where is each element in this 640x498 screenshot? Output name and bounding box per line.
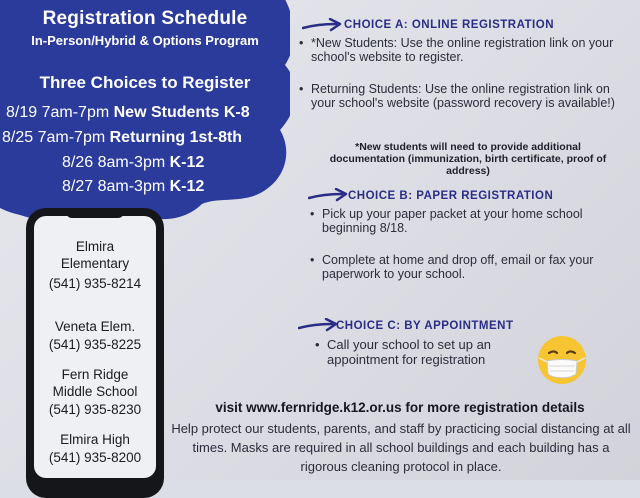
schedule-row [2, 129, 242, 147]
choice-c-heading: CHOICE C: BY APPOINTMENT [336, 320, 514, 332]
phone-notch [66, 210, 124, 218]
school-contact [34, 366, 156, 418]
program-subtitle: In-Person/Hybrid & Options Program [31, 33, 259, 48]
choice-b-bullet: • Complete at home and drop off, email or fax your paperwork to your school. [322, 253, 612, 281]
choice-a-bullet: • *New Students: Use the online registration link on your school's website to register. [311, 36, 631, 64]
new-student-note: *New students will need to provide additional documentation (immunization, birth certificate, proof of address) [329, 141, 607, 177]
schedule-date: 8/25 7am-7pm [2, 129, 106, 146]
schedule-date: 8/19 7am-7pm [6, 104, 110, 121]
choice-b-bullet: • Pick up your paper packet at your home school beginning 8/18. [322, 207, 612, 235]
choice-c-bullet: • Call your school to set up an appointment for registration [327, 337, 507, 367]
school-phone: (541) 935-8230 [48, 402, 142, 417]
schedule-row [62, 154, 204, 172]
school-contact [34, 431, 156, 466]
arrow-right-icon [302, 18, 342, 32]
schedule-group: Returning 1st-8th [109, 129, 243, 146]
school-contact [34, 238, 156, 292]
schedule-group: K-12 [169, 178, 205, 195]
choice-a-heading: CHOICE A: ONLINE REGISTRATION [344, 19, 554, 31]
school-name: Elmira High [60, 432, 130, 447]
school-name: Fern Ridge Middle School [52, 367, 138, 399]
schedule-date: 8/26 8am-3pm [62, 154, 166, 171]
schedule-group: K-12 [169, 154, 205, 171]
arrow-right-icon [308, 188, 348, 202]
school-name: Veneta Elem. [54, 319, 136, 334]
schedule-date: 8/27 8am-3pm [62, 178, 166, 195]
registration-title: Registration Schedule [42, 8, 248, 29]
safety-message: Help protect our students, parents, and staff by practicing social distancing at all times. Masks are required in all school buildings and each building has a rigorous cleaning protocol in place. [171, 421, 631, 474]
choice-a-bullet: • Returning Students: Use the online registration link on your school's website (password recovery is available!) [311, 82, 631, 110]
schedule-row [6, 104, 250, 122]
face-with-medical-mask-icon [536, 334, 588, 386]
school-phone: (541) 935-8200 [48, 450, 142, 465]
school-phone: (541) 935-8214 [48, 276, 142, 291]
arrow-right-icon [298, 318, 338, 332]
visit-website-text: visit www.fernridge.k12.or.us for more registration details [215, 400, 585, 415]
school-name: Elmira Elementary [60, 239, 130, 271]
school-phone: (541) 935-8225 [48, 337, 142, 352]
schedule-row [62, 178, 204, 196]
choice-b-heading: CHOICE B: PAPER REGISTRATION [348, 190, 554, 202]
schedule-group: New Students K-8 [113, 104, 250, 121]
three-choices-heading: Three Choices to Register [39, 73, 251, 92]
school-contact [34, 318, 156, 353]
